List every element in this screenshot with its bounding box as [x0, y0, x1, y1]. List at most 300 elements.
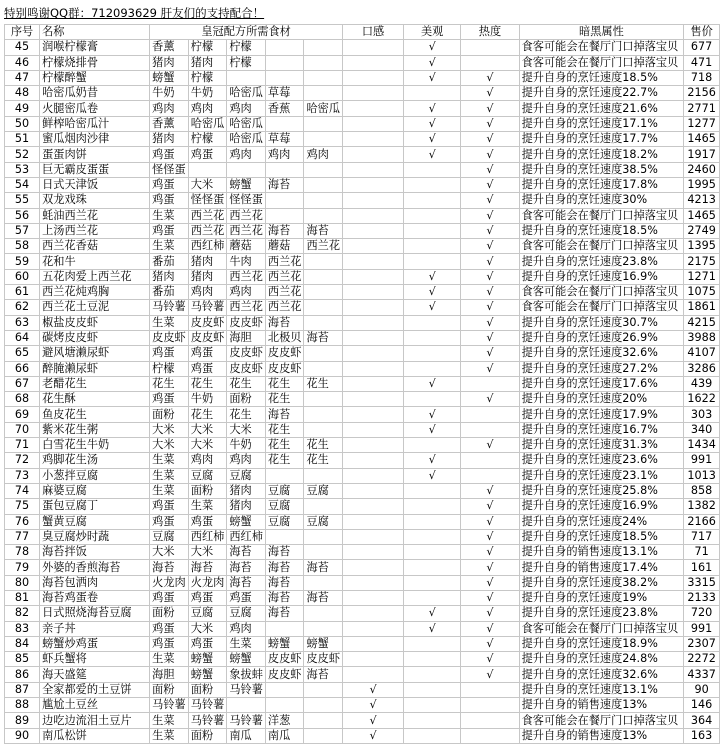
cell-ingredient: 西兰花	[188, 223, 227, 238]
cell-price: 720	[684, 606, 720, 621]
cell-ingredient: 海苔	[304, 667, 343, 682]
cell-looks: √	[403, 147, 460, 162]
cell-taste	[343, 147, 404, 162]
cell-ingredient: 西兰花	[265, 269, 304, 284]
cell-taste	[343, 453, 404, 468]
cell-taste	[343, 407, 404, 422]
cell-ingredient: 猪肉	[188, 269, 227, 284]
cell-ingredient: 蘑菇	[265, 239, 304, 254]
cell-looks	[403, 162, 460, 177]
cell-dark-attr: 提升自身的烹饪速度18.9%	[519, 636, 684, 651]
cell-heat: √	[461, 116, 519, 131]
cell-ingredient	[265, 529, 304, 544]
cell-dark-attr: 提升自身的销售速度13%	[519, 728, 684, 743]
cell-name: 边吃边流泪土豆片	[40, 713, 150, 728]
cell-taste	[343, 162, 404, 177]
cell-name: 西兰花炖鸡胸	[40, 285, 150, 300]
cell-price: 71	[684, 545, 720, 560]
cell-ingredient: 花生	[265, 376, 304, 391]
table-row	[5, 239, 720, 254]
cell-price: 1995	[684, 177, 720, 192]
table-row	[5, 453, 720, 468]
cell-id: 49	[5, 101, 40, 116]
cell-name: 柠檬醉蟹	[40, 70, 150, 85]
cell-ingredient	[304, 315, 343, 330]
cell-id: 70	[5, 422, 40, 437]
cell-ingredient	[304, 208, 343, 223]
cell-ingredient	[304, 468, 343, 483]
cell-name: 花和牛	[40, 254, 150, 269]
cell-dark-attr: 提升自身的烹饪速度22.7%	[519, 86, 684, 101]
cell-ingredient: 鸡蛋	[150, 621, 189, 636]
table-row	[5, 560, 720, 575]
cell-ingredient: 猪肉	[227, 483, 266, 498]
cell-ingredient: 面粉	[188, 728, 227, 743]
cell-dark-attr: 食客可能会在餐厅门口掉落宝贝	[519, 713, 684, 728]
cell-ingredient: 螃蟹	[188, 667, 227, 682]
cell-ingredient	[304, 529, 343, 544]
cell-looks	[403, 590, 460, 605]
cell-ingredient: 大米	[150, 545, 189, 560]
cell-ingredient: 海苔	[265, 177, 304, 192]
cell-ingredient: 鸡蛋	[188, 147, 227, 162]
cell-ingredient	[304, 177, 343, 192]
cell-looks	[403, 239, 460, 254]
cell-ingredient: 鸡肉	[188, 285, 227, 300]
cell-ingredient: 面粉	[150, 606, 189, 621]
cell-ingredient: 皮皮虾	[227, 361, 266, 376]
cell-looks: √	[403, 101, 460, 116]
cell-looks	[403, 652, 460, 667]
cell-ingredient: 鸡蛋	[188, 361, 227, 376]
cell-name: 外婆的香煎海苔	[40, 560, 150, 575]
cell-taste: √	[343, 713, 404, 728]
cell-ingredient: 面粉	[188, 483, 227, 498]
cell-ingredient: 花生	[265, 392, 304, 407]
cell-dark-attr: 提升自身的烹饪速度16.7%	[519, 422, 684, 437]
cell-ingredient: 螃蟹	[227, 514, 266, 529]
cell-heat: √	[461, 223, 519, 238]
cell-heat	[461, 407, 519, 422]
cell-dark-attr: 提升自身的烹饪速度24.8%	[519, 652, 684, 667]
cell-price: 1271	[684, 269, 720, 284]
cell-ingredient: 鸡蛋	[188, 346, 227, 361]
cell-ingredient	[304, 361, 343, 376]
cell-ingredient: 海苔	[304, 223, 343, 238]
cell-dark-attr: 提升自身的烹饪速度32.6%	[519, 346, 684, 361]
cell-looks	[403, 315, 460, 330]
cell-heat: √	[461, 285, 519, 300]
cell-name: 蚝油西兰花	[40, 208, 150, 223]
cell-id: 52	[5, 147, 40, 162]
cell-heat: √	[461, 636, 519, 651]
cell-heat	[461, 40, 519, 55]
cell-name: 双龙戏珠	[40, 193, 150, 208]
cell-ingredient: 西兰花	[227, 269, 266, 284]
cell-ingredient: 海苔	[265, 560, 304, 575]
cell-dark-attr: 提升自身的烹饪速度18.5%	[519, 70, 684, 85]
table-row	[5, 70, 720, 85]
cell-looks: √	[403, 132, 460, 147]
cell-taste	[343, 223, 404, 238]
cell-ingredient	[304, 606, 343, 621]
cell-ingredient	[304, 193, 343, 208]
cell-ingredient: 生菜	[188, 499, 227, 514]
cell-ingredient: 西兰花	[227, 223, 266, 238]
cell-ingredient: 大米	[150, 438, 189, 453]
cell-looks	[403, 698, 460, 713]
cell-ingredient: 豆腐	[227, 468, 266, 483]
cell-ingredient: 大米	[188, 438, 227, 453]
cell-ingredient: 皮皮虾	[227, 346, 266, 361]
cell-ingredient: 花生	[227, 376, 266, 391]
cell-ingredient	[304, 499, 343, 514]
cell-ingredient: 香蕉	[265, 101, 304, 116]
cell-ingredient: 柠檬	[227, 40, 266, 55]
cell-name: 碳烤皮皮虾	[40, 330, 150, 345]
cell-ingredient: 哈密瓜	[188, 116, 227, 131]
cell-ingredient: 鸡肉	[150, 101, 189, 116]
cell-name: 紫米花生粥	[40, 422, 150, 437]
cell-ingredient: 南瓜	[265, 728, 304, 743]
cell-looks	[403, 223, 460, 238]
cell-dark-attr: 食客可能会在餐厅门口掉落宝贝	[519, 300, 684, 315]
cell-ingredient: 豆腐	[150, 529, 189, 544]
cell-looks	[403, 346, 460, 361]
cell-looks	[403, 330, 460, 345]
cell-price: 718	[684, 70, 720, 85]
cell-heat: √	[461, 193, 519, 208]
cell-price: 364	[684, 713, 720, 728]
cell-ingredient: 皮皮虾	[227, 315, 266, 330]
table-row	[5, 667, 720, 682]
cell-price: 303	[684, 407, 720, 422]
cell-ingredient: 鸡蛋	[150, 346, 189, 361]
cell-name: 螃蟹炒鸡蛋	[40, 636, 150, 651]
cell-looks	[403, 636, 460, 651]
cell-id: 88	[5, 698, 40, 713]
cell-name: 尴尬土豆丝	[40, 698, 150, 713]
table-row	[5, 223, 720, 238]
cell-ingredient: 鸡肉	[227, 147, 266, 162]
cell-ingredient: 生菜	[227, 636, 266, 651]
cell-ingredient: 螃蟹	[227, 177, 266, 192]
cell-ingredient: 皮皮虾	[188, 315, 227, 330]
col-header-id: 序号	[5, 25, 40, 40]
cell-heat	[461, 376, 519, 391]
col-header-price: 售价	[684, 25, 720, 40]
cell-ingredient	[265, 698, 304, 713]
cell-ingredient: 香薰	[150, 40, 189, 55]
table-row	[5, 468, 720, 483]
cell-ingredient: 大米	[188, 422, 227, 437]
cell-ingredient: 柠檬	[150, 361, 189, 376]
cell-heat: √	[461, 590, 519, 605]
cell-dark-attr: 提升自身的烹饪速度23.8%	[519, 254, 684, 269]
cell-dark-attr: 提升自身的烹饪速度30%	[519, 193, 684, 208]
cell-price: 4215	[684, 315, 720, 330]
cell-dark-attr: 提升自身的烹饪速度24%	[519, 514, 684, 529]
table-row	[5, 728, 720, 743]
cell-ingredient	[304, 285, 343, 300]
cell-name: 五花肉爱上西兰花	[40, 269, 150, 284]
cell-looks: √	[403, 422, 460, 437]
cell-dark-attr: 提升自身的烹饪速度17.1%	[519, 116, 684, 131]
cell-ingredient	[304, 346, 343, 361]
cell-dark-attr: 提升自身的烹饪速度25.8%	[519, 483, 684, 498]
cell-ingredient: 螃蟹	[188, 652, 227, 667]
cell-ingredient: 牛肉	[227, 254, 266, 269]
cell-ingredient: 豆腐	[265, 499, 304, 514]
cell-ingredient	[304, 392, 343, 407]
col-header-looks: 美观	[403, 25, 460, 40]
cell-name: 臭豆腐炒时蔬	[40, 529, 150, 544]
cell-taste	[343, 438, 404, 453]
cell-ingredient: 螃蟹	[265, 636, 304, 651]
cell-ingredient	[304, 575, 343, 590]
cell-price: 1861	[684, 300, 720, 315]
cell-name: 亲子丼	[40, 621, 150, 636]
cell-id: 75	[5, 499, 40, 514]
cell-heat: √	[461, 483, 519, 498]
cell-heat: √	[461, 667, 519, 682]
cell-ingredient: 皮皮虾	[265, 667, 304, 682]
cell-dark-attr: 提升自身的烹饪速度38.2%	[519, 575, 684, 590]
cell-ingredient: 鸡蛋	[150, 193, 189, 208]
cell-dark-attr: 提升自身的烹饪速度30.7%	[519, 315, 684, 330]
cell-name: 蜜瓜烟肉沙律	[40, 132, 150, 147]
cell-id: 65	[5, 346, 40, 361]
cell-looks	[403, 545, 460, 560]
cell-ingredient: 柠檬	[227, 55, 266, 70]
cell-heat	[461, 468, 519, 483]
cell-taste	[343, 101, 404, 116]
cell-ingredient: 猪肉	[150, 132, 189, 147]
cell-ingredient: 猪肉	[150, 269, 189, 284]
cell-ingredient: 马铃薯	[188, 698, 227, 713]
cell-ingredient: 西红柿	[188, 239, 227, 254]
cell-heat: √	[461, 208, 519, 223]
cell-ingredient: 鸡蛋	[150, 514, 189, 529]
cell-looks	[403, 713, 460, 728]
table-row	[5, 285, 720, 300]
cell-ingredient	[265, 621, 304, 636]
cell-looks: √	[403, 407, 460, 422]
cell-ingredient: 哈密瓜	[227, 86, 266, 101]
cell-looks: √	[403, 55, 460, 70]
cell-taste	[343, 590, 404, 605]
cell-ingredient: 西兰花	[265, 254, 304, 269]
cell-price: 3286	[684, 361, 720, 376]
cell-ingredient: 花生	[265, 422, 304, 437]
cell-dark-attr: 提升自身的烹饪速度27.2%	[519, 361, 684, 376]
cell-ingredient: 海苔	[265, 575, 304, 590]
cell-ingredient: 皮皮虾	[304, 652, 343, 667]
cell-id: 58	[5, 239, 40, 254]
cell-looks	[403, 254, 460, 269]
cell-price: 2133	[684, 590, 720, 605]
cell-looks	[403, 361, 460, 376]
cell-taste	[343, 483, 404, 498]
cell-ingredient: 皮皮虾	[265, 361, 304, 376]
table-row	[5, 269, 720, 284]
cell-ingredient: 鸡蛋	[188, 590, 227, 605]
cell-name: 鸡脚花生汤	[40, 453, 150, 468]
cell-dark-attr: 提升自身的烹饪速度18.5%	[519, 529, 684, 544]
cell-ingredient: 洋葱	[265, 713, 304, 728]
cell-id: 79	[5, 560, 40, 575]
table-row	[5, 407, 720, 422]
cell-heat: √	[461, 239, 519, 254]
cell-name: 避风塘濑尿虾	[40, 346, 150, 361]
cell-ingredient: 皮皮虾	[150, 330, 189, 345]
cell-ingredient: 生菜	[150, 483, 189, 498]
cell-heat: √	[461, 438, 519, 453]
cell-ingredient: 面粉	[188, 682, 227, 697]
cell-price: 340	[684, 422, 720, 437]
cell-ingredient	[304, 300, 343, 315]
cell-ingredient: 柠檬	[188, 70, 227, 85]
cell-dark-attr: 提升自身的烹饪速度16.9%	[519, 499, 684, 514]
cell-price: 2307	[684, 636, 720, 651]
cell-name: 火腿密瓜卷	[40, 101, 150, 116]
cell-ingredient: 鸡肉	[304, 147, 343, 162]
cell-taste	[343, 499, 404, 514]
cell-ingredient: 生菜	[150, 652, 189, 667]
table-row	[5, 438, 720, 453]
cell-dark-attr: 食客可能会在餐厅门口掉落宝贝	[519, 621, 684, 636]
cell-name: 南瓜松饼	[40, 728, 150, 743]
cell-ingredient: 豆腐	[304, 514, 343, 529]
cell-ingredient: 海苔	[304, 560, 343, 575]
cell-heat: √	[461, 575, 519, 590]
cell-ingredient: 豆腐	[227, 606, 266, 621]
cell-price: 163	[684, 728, 720, 743]
cell-ingredient: 海苔	[265, 315, 304, 330]
cell-ingredient: 生菜	[150, 728, 189, 743]
cell-taste	[343, 239, 404, 254]
cell-dark-attr: 提升自身的销售速度13.1%	[519, 545, 684, 560]
cell-ingredient: 大米	[188, 177, 227, 192]
cell-heat: √	[461, 70, 519, 85]
table-row	[5, 254, 720, 269]
cell-looks	[403, 728, 460, 743]
cell-heat: √	[461, 560, 519, 575]
cell-name: 日式照烧海苔豆腐	[40, 606, 150, 621]
cell-ingredient: 鸡蛋	[150, 223, 189, 238]
cell-dark-attr: 提升自身的烹饪速度13.1%	[519, 682, 684, 697]
cell-ingredient: 鸡肉	[265, 147, 304, 162]
cell-ingredient: 怪怪蛋	[188, 193, 227, 208]
cell-ingredient: 面粉	[150, 682, 189, 697]
col-header-dark-attr: 暗黑属性	[519, 25, 684, 40]
cell-ingredient	[265, 468, 304, 483]
cell-ingredient: 番茄	[150, 254, 189, 269]
cell-ingredient: 海胆	[227, 330, 266, 345]
cell-looks	[403, 86, 460, 101]
cell-price: 3988	[684, 330, 720, 345]
cell-taste	[343, 254, 404, 269]
cell-heat: √	[461, 652, 519, 667]
table-row	[5, 315, 720, 330]
cell-ingredient: 西兰花	[265, 285, 304, 300]
cell-ingredient: 鸡蛋	[150, 147, 189, 162]
cell-id: 48	[5, 86, 40, 101]
cell-ingredient: 火龙肉	[150, 575, 189, 590]
cell-ingredient	[227, 698, 266, 713]
table-row	[5, 545, 720, 560]
cell-taste	[343, 177, 404, 192]
cell-ingredient: 草莓	[265, 86, 304, 101]
cell-ingredient: 哈密瓜	[227, 132, 266, 147]
cell-ingredient: 马铃薯	[150, 300, 189, 315]
cell-ingredient: 鸡蛋	[188, 636, 227, 651]
cell-ingredient	[304, 40, 343, 55]
cell-ingredient: 生菜	[150, 453, 189, 468]
cell-ingredient: 西红柿	[188, 529, 227, 544]
cell-dark-attr: 提升自身的烹饪速度21.6%	[519, 101, 684, 116]
cell-ingredient	[304, 407, 343, 422]
cell-name: 全家都爱的土豆饼	[40, 682, 150, 697]
table-row	[5, 575, 720, 590]
cell-id: 67	[5, 376, 40, 391]
cell-dark-attr: 提升自身的烹饪速度38.5%	[519, 162, 684, 177]
cell-dark-attr: 提升自身的烹饪速度18.2%	[519, 147, 684, 162]
cell-id: 87	[5, 682, 40, 697]
cell-taste	[343, 652, 404, 667]
cell-ingredient: 海苔	[265, 407, 304, 422]
cell-ingredient: 马铃薯	[227, 682, 266, 697]
table-row	[5, 177, 720, 192]
cell-ingredient: 马铃薯	[227, 713, 266, 728]
cell-looks	[403, 177, 460, 192]
cell-taste	[343, 346, 404, 361]
cell-taste	[343, 269, 404, 284]
cell-taste	[343, 361, 404, 376]
cell-dark-attr: 提升自身的烹饪速度32.6%	[519, 667, 684, 682]
cell-heat: √	[461, 499, 519, 514]
cell-heat: √	[461, 346, 519, 361]
cell-ingredient	[304, 86, 343, 101]
cell-price: 2156	[684, 86, 720, 101]
cell-heat: √	[461, 606, 519, 621]
cell-heat: √	[461, 101, 519, 116]
cell-dark-attr: 食客可能会在餐厅门口掉落宝贝	[519, 285, 684, 300]
cell-looks: √	[403, 40, 460, 55]
cell-dark-attr: 提升自身的烹饪速度17.8%	[519, 177, 684, 192]
cell-ingredient	[304, 422, 343, 437]
cell-ingredient: 大米	[188, 621, 227, 636]
cell-ingredient: 猪肉	[188, 55, 227, 70]
cell-price: 2272	[684, 652, 720, 667]
cell-ingredient: 鸡肉	[188, 453, 227, 468]
cell-id: 86	[5, 667, 40, 682]
cell-looks	[403, 682, 460, 697]
cell-id: 84	[5, 636, 40, 651]
cell-ingredient: 豆腐	[265, 514, 304, 529]
cell-name: 鲜榨哈密瓜汁	[40, 116, 150, 131]
cell-taste	[343, 667, 404, 682]
cell-price: 1917	[684, 147, 720, 162]
cell-price: 677	[684, 40, 720, 55]
cell-looks: √	[403, 300, 460, 315]
cell-ingredient: 马铃薯	[188, 300, 227, 315]
cell-ingredient: 西红柿	[227, 529, 266, 544]
cell-taste	[343, 468, 404, 483]
cell-price: 1013	[684, 468, 720, 483]
cell-heat	[461, 698, 519, 713]
cell-name: 海天盛筵	[40, 667, 150, 682]
